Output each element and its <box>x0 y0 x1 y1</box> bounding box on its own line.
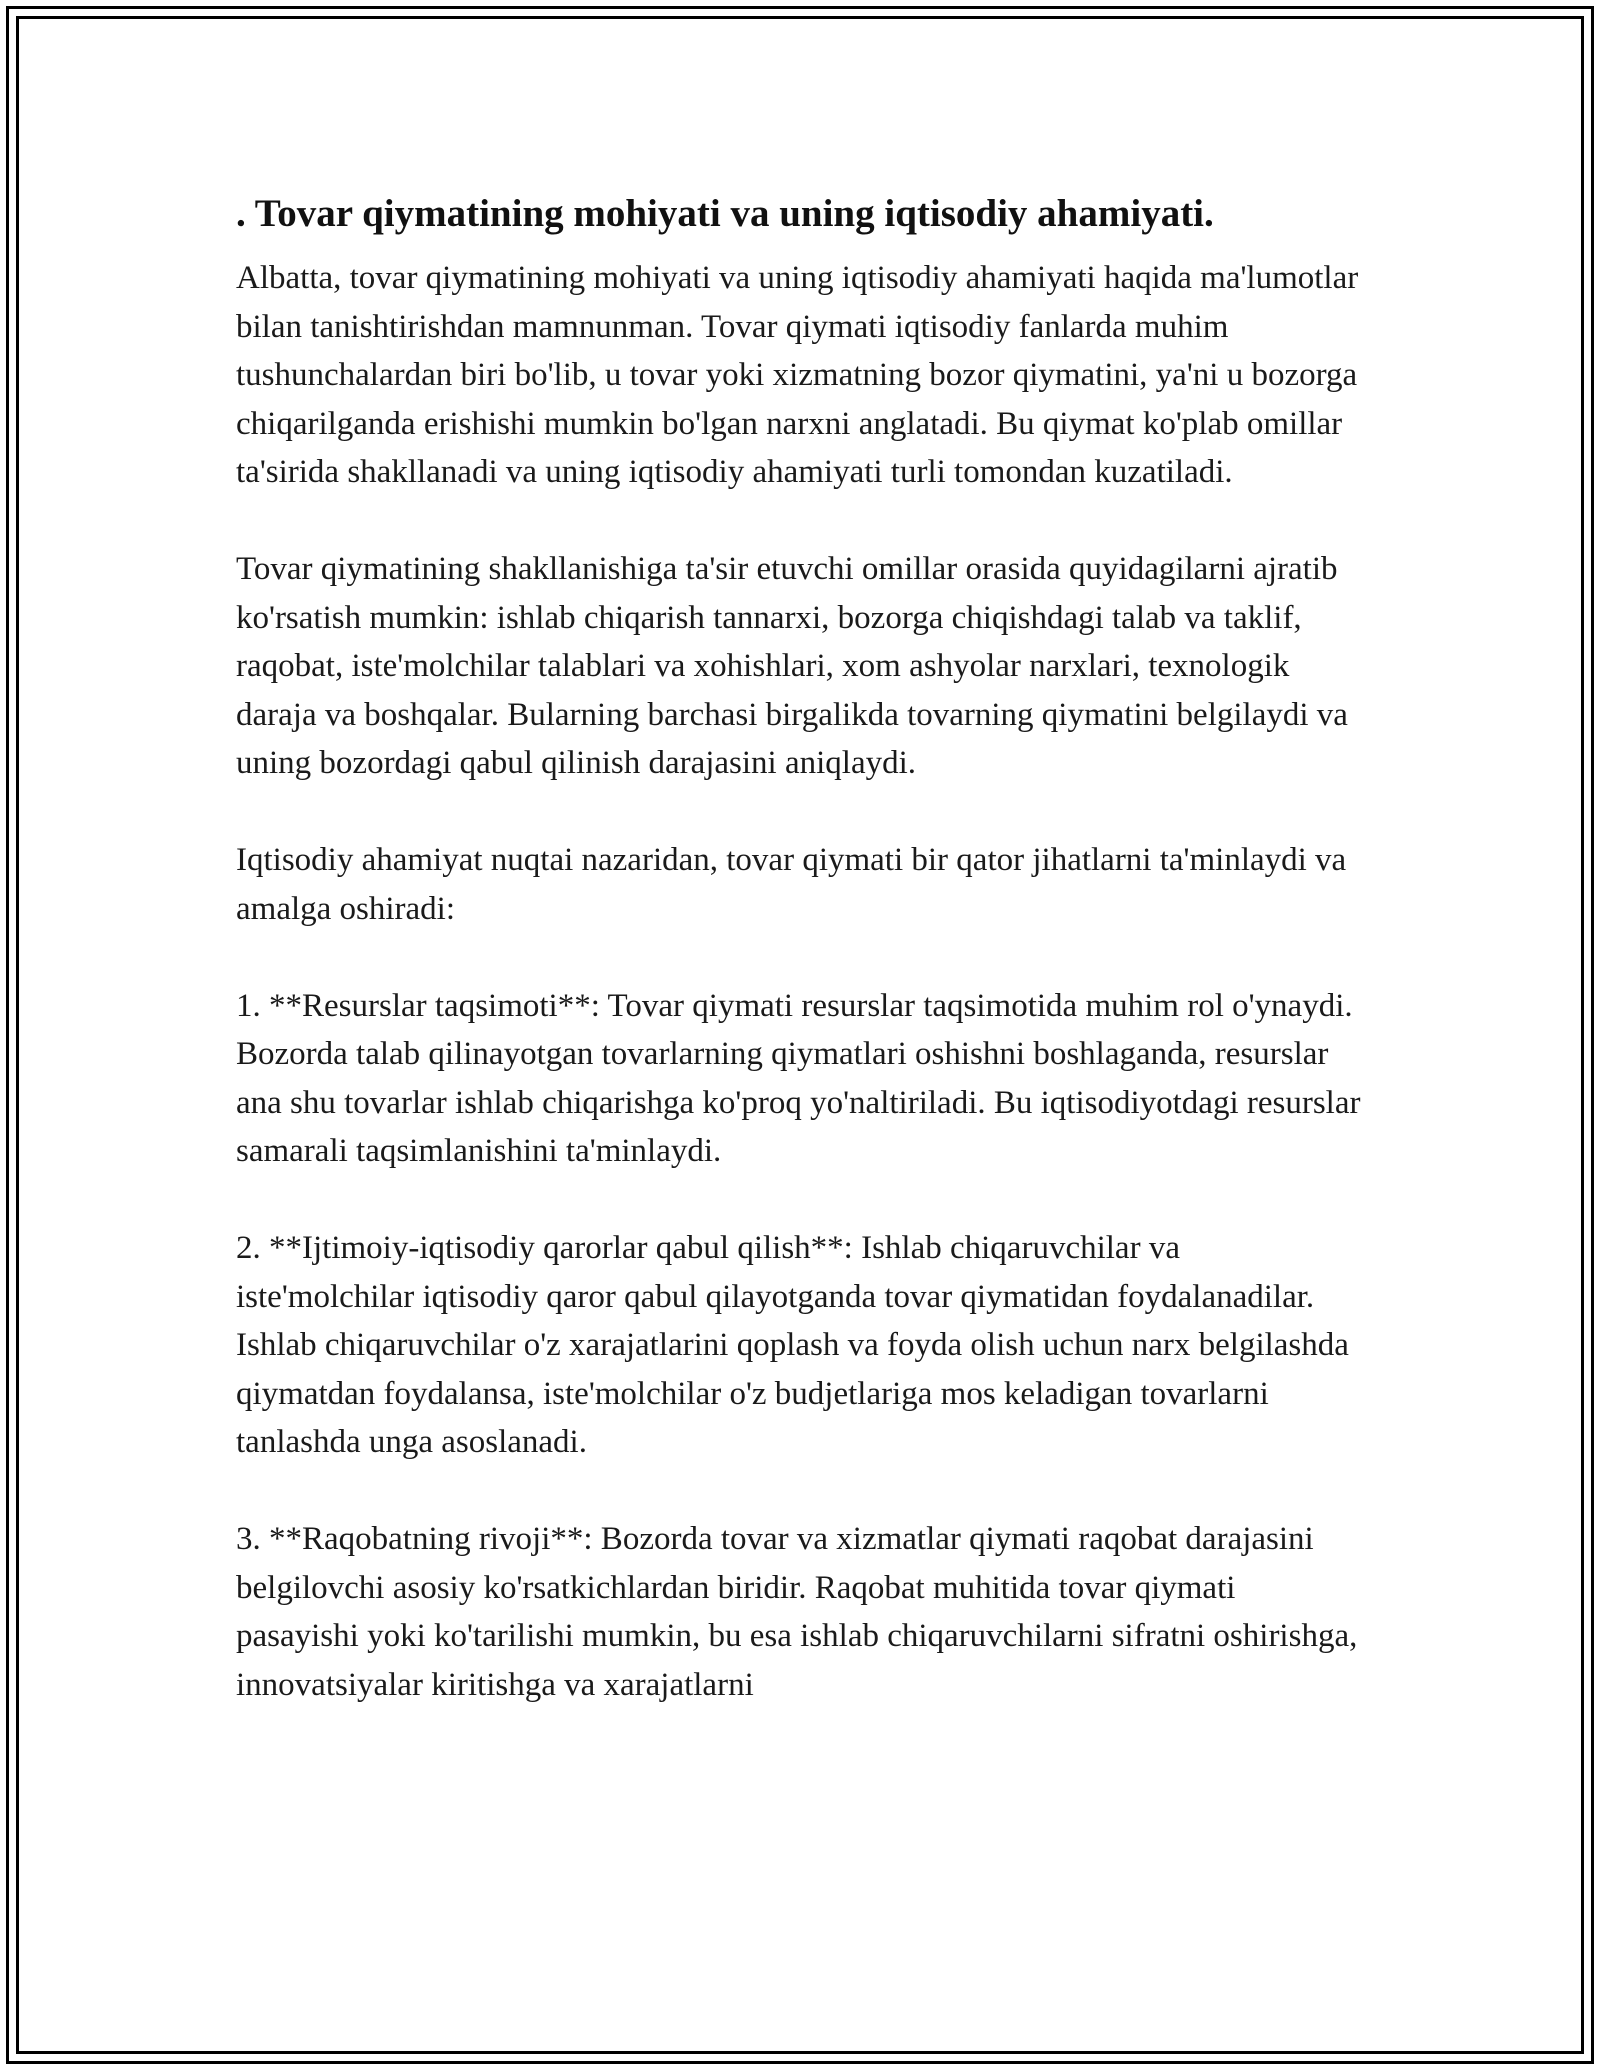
document-title: . Tovar qiymatining mohiyati va uning iqtisodiy ahamiyati. <box>236 192 1214 235</box>
paragraph-factors: Tovar qiymatining shakllanishiga ta'sir etuvchi omillar orasida quyidagilarni ajratib ko'rsatish mumkin: ishlab chiqarish tannarxi, bozorga chiqishdagi talab va taklif, raqobat, iste'molchilar talablari va xohishlari, xom ashyolar narxlari, texnologik daraja va boshqalar. Bularning barchasi birgalikda tovarning qiymatini belgilaydi va uning bozordagi qabul qilinish darajasini aniqlaydi. <box>236 551 1348 781</box>
document-body <box>236 186 1366 1758</box>
list-item-decision-making: 2. **Ijtimoiy-iqtisodiy qarorlar qabul qilish**: Ishlab chiqaruvchilar va iste'molchilar iqtisodiy qaror qabul qilayotganda tovar qiymatidan foydalanadilar. Ishlab chiqaruvchilar o'z xarajatlarini qoplash va foyda olish uchun narx belgilashda qiymatdan foydalansa, iste'molchilar o'z budjetlariga mos keladigan tovarlarni tanlashda unga asoslanadi. <box>236 1230 1349 1460</box>
paragraph-economic-significance: Iqtisodiy ahamiyat nuqtai nazaridan, tovar qiymati bir qator jihatlarni ta'minlaydi va amalga oshiradi: <box>236 842 1347 927</box>
paragraph-intro: Albatta, tovar qiymatining mohiyati va uning iqtisodiy ahamiyati haqida ma'lumotlar bilan tanishtirishdan mamnunman. Tovar qiymati iqtisodiy fanlarda muhim tushunchalardan biri bo'lib, u tovar yoki xizmatning bozor qiymatini, ya'ni u bozorga chiqarilganda erishishi mumkin bo'lgan narxni anglatadi. Bu qiymat ko'plab omillar ta'sirida shakllanadi va uning iqtisodiy ahamiyati turli tomondan kuzatiladi. <box>236 260 1359 490</box>
list-item-competition: 3. **Raqobatning rivoji**: Bozorda tovar va xizmatlar qiymati raqobat darajasini belgilovchi asosiy ko'rsatkichlardan biridir. Raqobat muhitida tovar qiymati pasayishi yoki ko'tarilishi mumkin, bu esa ishlab chiqaruvchilarni sifratni oshirishga, innovatsiyalar kiritishga va xarajatlarni <box>236 1521 1358 1703</box>
list-item-resource-allocation: 1. **Resurslar taqsimoti**: Tovar qiymati resurslar taqsimotida muhim rol o'ynaydi. Bozorda talab qilinayotgan tovarlarning qiymatlari oshishni boshlaganda, resurslar ana shu tovarlar ishlab chiqarishga ko'proq yo'naltiriladi. Bu iqtisodiyotdagi resurslar samarali taqsimlanishini ta'minlaydi. <box>236 987 1361 1169</box>
